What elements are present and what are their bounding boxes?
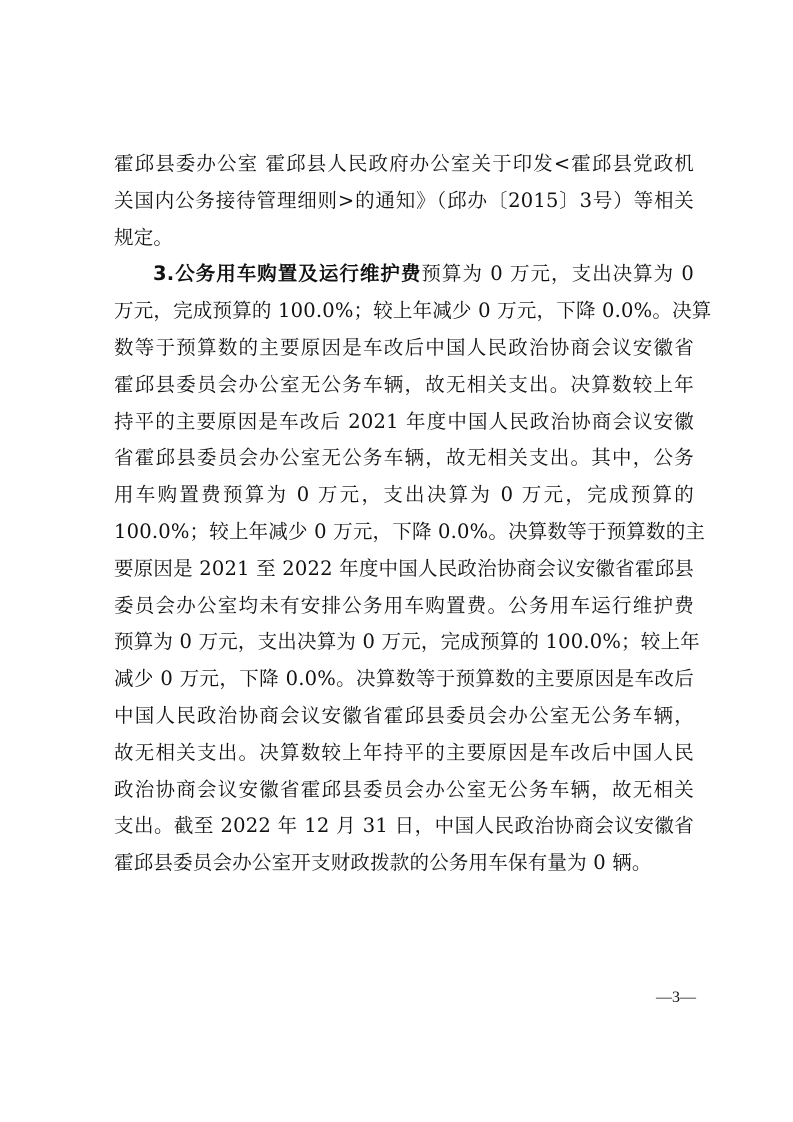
text-line: 要原因是 2021 至 2022 年度中国人民政治协商会议安徽省霍邱县 bbox=[114, 556, 694, 580]
text-line: 减少 0 万元，下降 0.0%。决算数等于预算数的主要原因是车改后 bbox=[114, 667, 694, 691]
text-line: 持平的主要原因是车改后 2021 年度中国人民政治协商会议安徽 bbox=[114, 409, 694, 433]
text-line: 委员会办公室均未有安排公务用车购置费。公务用车运行维护费 bbox=[114, 593, 694, 617]
text-line: 政治协商会议安徽省霍邱县委员会办公室无公务车辆，故无相关 bbox=[114, 777, 694, 801]
document-body bbox=[114, 146, 712, 882]
page-number: —3— bbox=[656, 989, 696, 1006]
text-line: 故无相关支出。决算数较上年持平的主要原因是车改后中国人民 bbox=[114, 740, 694, 764]
section-first-line-text: 预算为 0 万元，支出决算为 0 bbox=[421, 262, 694, 286]
section-first-line bbox=[114, 256, 694, 293]
text-line: 数等于预算数的主要原因是车改后中国人民政治协商会议安徽省 bbox=[114, 335, 694, 359]
text-line: 用车购置费预算为 0 万元，支出决算为 0 万元，完成预算的 bbox=[114, 483, 694, 507]
paragraph-vehicle-expenses bbox=[114, 256, 712, 882]
text-line: 预算为 0 万元，支出决算为 0 万元，完成预算的 100.0%；较上年 bbox=[114, 630, 700, 654]
text-line: 中国人民政治协商会议安徽省霍邱县委员会办公室无公务车辆， bbox=[114, 703, 694, 727]
paragraph-regulation-reference bbox=[114, 146, 694, 256]
text-line: 关国内公务接待管理细则>的通知》（邱办〔2015〕3号）等相关 bbox=[114, 188, 694, 212]
text-line: 霍邱县委员会办公室无公务车辆，故无相关支出。决算数较上年 bbox=[114, 372, 694, 396]
text-line: 支出。截至 2022 年 12 月 31 日，中国人民政治协商会议安徽省 bbox=[114, 814, 694, 838]
text-line: 霍邱县委办公室 霍邱县人民政府办公室关于印发<霍邱县党政机 bbox=[114, 152, 694, 175]
section-heading: 3.公务用车购置及运行维护费 bbox=[153, 262, 422, 286]
text-line: 100.0%；较上年减少 0 万元，下降 0.0%。决算数等于预算数的主 bbox=[114, 519, 706, 543]
text-line: 万元，完成预算的 100.0%；较上年减少 0 万元，下降 0.0%。决算 bbox=[114, 299, 712, 323]
text-line: 规定。 bbox=[114, 225, 174, 249]
text-line: 省霍邱县委员会办公室无公务车辆，故无相关支出。其中，公务 bbox=[114, 446, 694, 470]
text-line: 霍邱县委员会办公室开支财政拨款的公务用车保有量为 0 辆。 bbox=[114, 851, 652, 875]
